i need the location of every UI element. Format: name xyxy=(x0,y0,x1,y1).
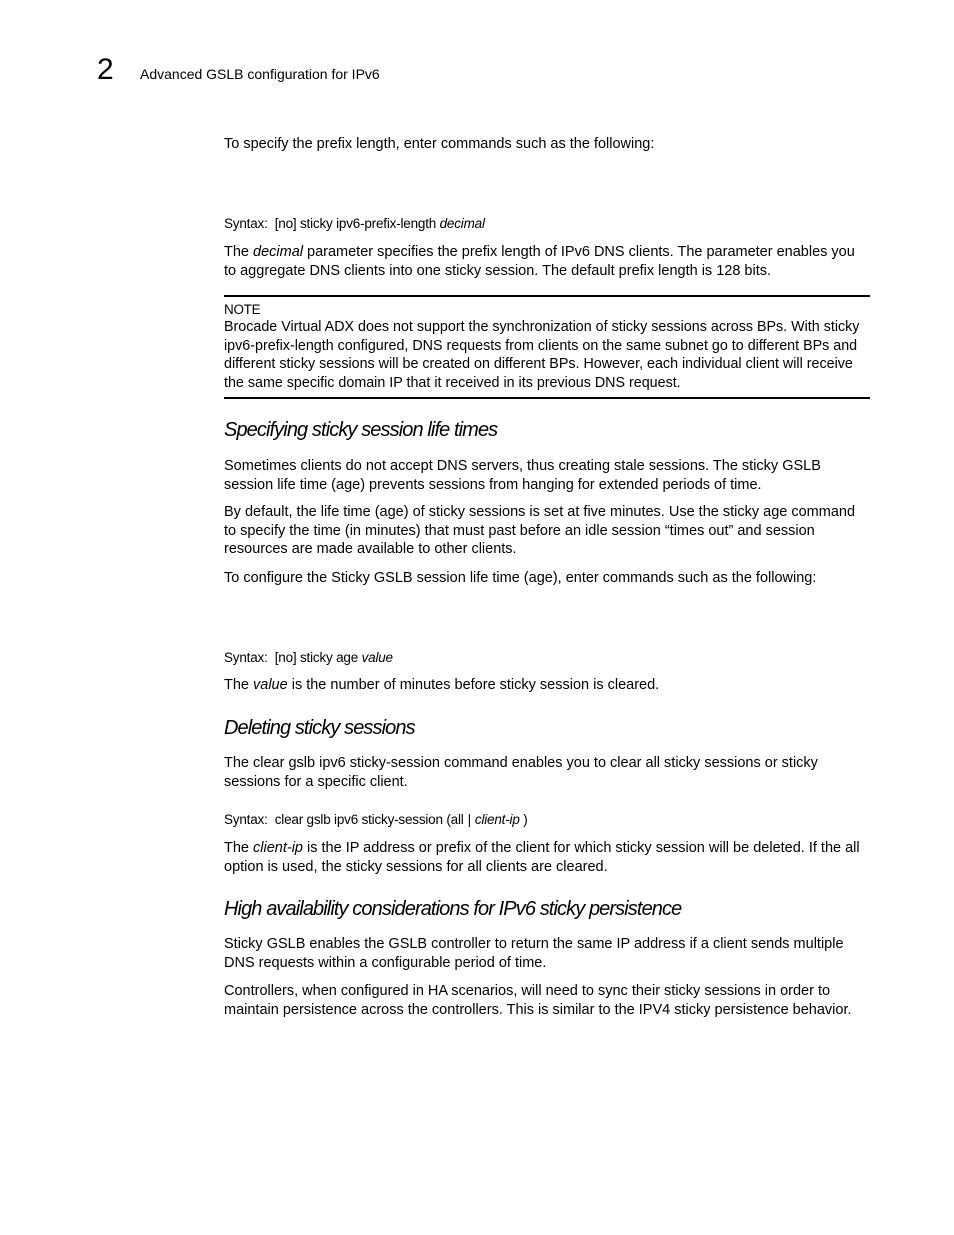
intro-prefix-paragraph: To specify the prefix length, enter commands such as the following: xyxy=(224,136,655,152)
running-header-title: Advanced GSLB configuration for IPv6 xyxy=(140,66,380,82)
syntax-command: [no] sticky ipv6-prefix-length xyxy=(274,216,437,231)
note-label: NOTE xyxy=(224,302,261,317)
value-paragraph xyxy=(224,676,870,695)
text-run: is the number of minutes before sticky session is cleared. xyxy=(287,677,660,693)
life-paragraph-2: By default, the life time (age) of sticky sessions is set at five minutes. Use the sticky age command to specify the time (in minutes) that must past before an idle session “times out” and session resources are made available to other clients. xyxy=(224,504,856,558)
chapter-number: 2 xyxy=(97,53,114,86)
syntax-clear-sticky xyxy=(224,811,870,829)
life-paragraph-1: Sometimes clients do not accept DNS servers, thus creating stale sessions. The sticky GSLB session life time (age) prevents sessions from hanging for extended periods of time. xyxy=(224,458,821,493)
text-run: is the IP address or prefix of the client for which sticky session will be deleted. If the all option is used, the sticky sessions for all clients are cleared. xyxy=(224,840,860,875)
ha-paragraph-2: Controllers, when configured in HA scenarios, will need to sync their sticky sessions in order to maintain persistence across the controllers. This is similar to the IPV4 sticky persistence behavior. xyxy=(224,983,852,1018)
syntax-close-paren: ) xyxy=(523,812,528,827)
syntax-param: decimal xyxy=(439,216,485,231)
param-name: decimal xyxy=(253,244,303,260)
text-run: The xyxy=(224,677,254,693)
heading-life-times: Specifying sticky session life times xyxy=(224,419,498,441)
syntax-prefix-length xyxy=(224,215,870,233)
note-text: Brocade Virtual ADX does not support the synchronization of sticky sessions across BPs. With sticky ipv6-prefix-length configured, DNS requests from clients on the same subnet go to different BPs and different sticky sessions will be created on different BPs. However, each individual client will receive the same specific domain IP that it received in its previous DNS request. xyxy=(224,319,860,391)
life-paragraph-3: To configure the Sticky GSLB session life time (age), enter commands such as the following: xyxy=(224,570,817,586)
syntax-command: [no] sticky age xyxy=(274,650,359,665)
syntax-param: value xyxy=(361,650,393,665)
clientip-paragraph xyxy=(224,839,870,876)
param-name: value xyxy=(253,677,288,693)
decimal-paragraph xyxy=(224,243,870,280)
syntax-param: client-ip xyxy=(474,812,520,827)
note-box xyxy=(224,295,870,399)
syntax-command: clear gslb ipv6 sticky-session xyxy=(274,812,443,827)
syntax-sticky-age xyxy=(224,649,870,667)
syntax-label: Syntax: xyxy=(224,812,268,827)
delete-paragraph-1: The clear gslb ipv6 sticky-session command enables you to clear all sticky sessions or sticky sessions for a specific client. xyxy=(224,755,818,790)
syntax-label: Syntax: xyxy=(224,216,268,231)
syntax-all-keyword: all xyxy=(450,812,464,827)
text-run: parameter specifies the prefix length of IPv6 DNS clients. The parameter enables you to aggregate DNS clients into one sticky session. The default prefix length is 128 bits. xyxy=(224,244,855,279)
text-run: The xyxy=(224,244,254,260)
syntax-label: Syntax: xyxy=(224,650,268,665)
heading-deleting: Deleting sticky sessions xyxy=(224,717,415,739)
param-name: client-ip xyxy=(253,840,303,856)
ha-paragraph-1: Sticky GSLB enables the GSLB controller to return the same IP address if a client sends multiple DNS requests within a configurable period of time. xyxy=(224,936,844,971)
syntax-pipe: | xyxy=(467,812,471,827)
heading-high-availability: High availability considerations for IPv6 sticky persistence xyxy=(224,898,682,920)
text-run: The xyxy=(224,840,254,856)
syntax-open-paren: ( xyxy=(446,812,451,827)
